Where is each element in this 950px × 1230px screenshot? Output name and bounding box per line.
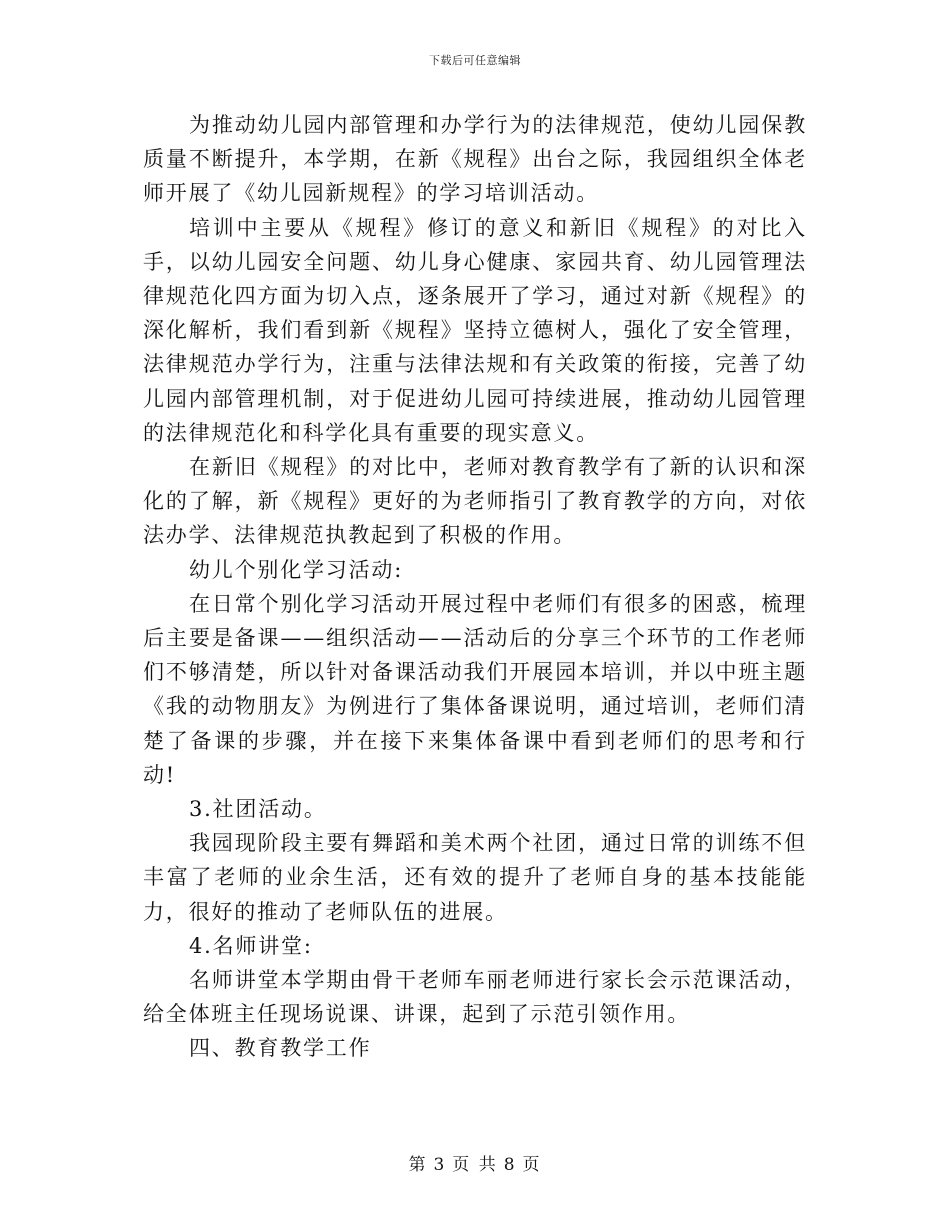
paragraph-intro: 为推动幼儿园内部管理和办学行为的法律规范，使幼儿园保教质量不断提升，本学期，在新《规程》出台之际，我园组织全体老师开展了《幼儿园新规程》的学习培训活动。 [143,113,807,206]
section-heading-individual-learning: 幼儿个别化学习活动: [189,557,404,582]
paragraph-training: 培训中主要从《规程》修订的意义和新旧《规程》的对比入手，以幼儿园安全问题、幼儿身心健康、家园共育、幼儿园管理法律规范化四方面为切入点，逐条展开了学习，通过对新《规程》的深化解析，我们看到新《规程》坚持立德树人，强化了安全管理，法律规范办学行为，注重与法律法规和有关政策的衔接，完善了幼儿园内部管理机制，对于促进幼儿园可持续进展，推动幼儿园管理的法律规范化和科学化具有重要的现实意义。 [143,215,807,445]
paragraph-comparison: 在新旧《规程》的对比中，老师对教育教学有了新的认识和深化的了解，新《规程》更好的为老师指引了教育教学的方向，对依法办学、法律规范执教起到了积极的作用。 [143,455,807,548]
paragraph-master-lecture: 名师讲堂本学期由骨干老师车丽老师进行家长会示范课活动，给全体班主任现场说课、讲课，起到了示范引领作用。 [143,968,807,1027]
paragraph-clubs: 我园现阶段主要有舞蹈和美术两个社团，通过日常的训练不但丰富了老师的业余生活，还有效的提升了老师自身的基本技能能力，很好的推动了老师队伍的进展。 [143,831,807,924]
footer-suffix: 页 [522,1155,542,1175]
footer-middle: 页 共 [452,1155,498,1175]
paragraph-individual-learning: 在日常个别化学习活动开展过程中老师们有很多的困惑，梳理后主要是备课——组织活动——活动后的分享三个环节的工作老师们不够清楚，所以针对备课活动我们开展园本培训，并以中班主题《我的动物朋友》为例进行了集体备课说明，通过培训，老师们清楚了备课的步骤，并在接下来集体备课中看到老师们的思考和行动! [143,591,807,787]
section-heading-teaching-work: 四、教育教学工作 [189,1036,372,1061]
document-body [143,108,807,1066]
page-footer [0,1150,950,1175]
total-page-count: 8 [503,1155,517,1175]
current-page-number: 3 [433,1155,447,1175]
section-heading-master-lecture: 4.名师讲堂: [189,933,313,958]
section-heading-clubs: 3.社团活动。 [189,797,327,822]
page-header: 下载后可任意编辑 [429,54,521,67]
footer-prefix: 第 [408,1155,428,1175]
